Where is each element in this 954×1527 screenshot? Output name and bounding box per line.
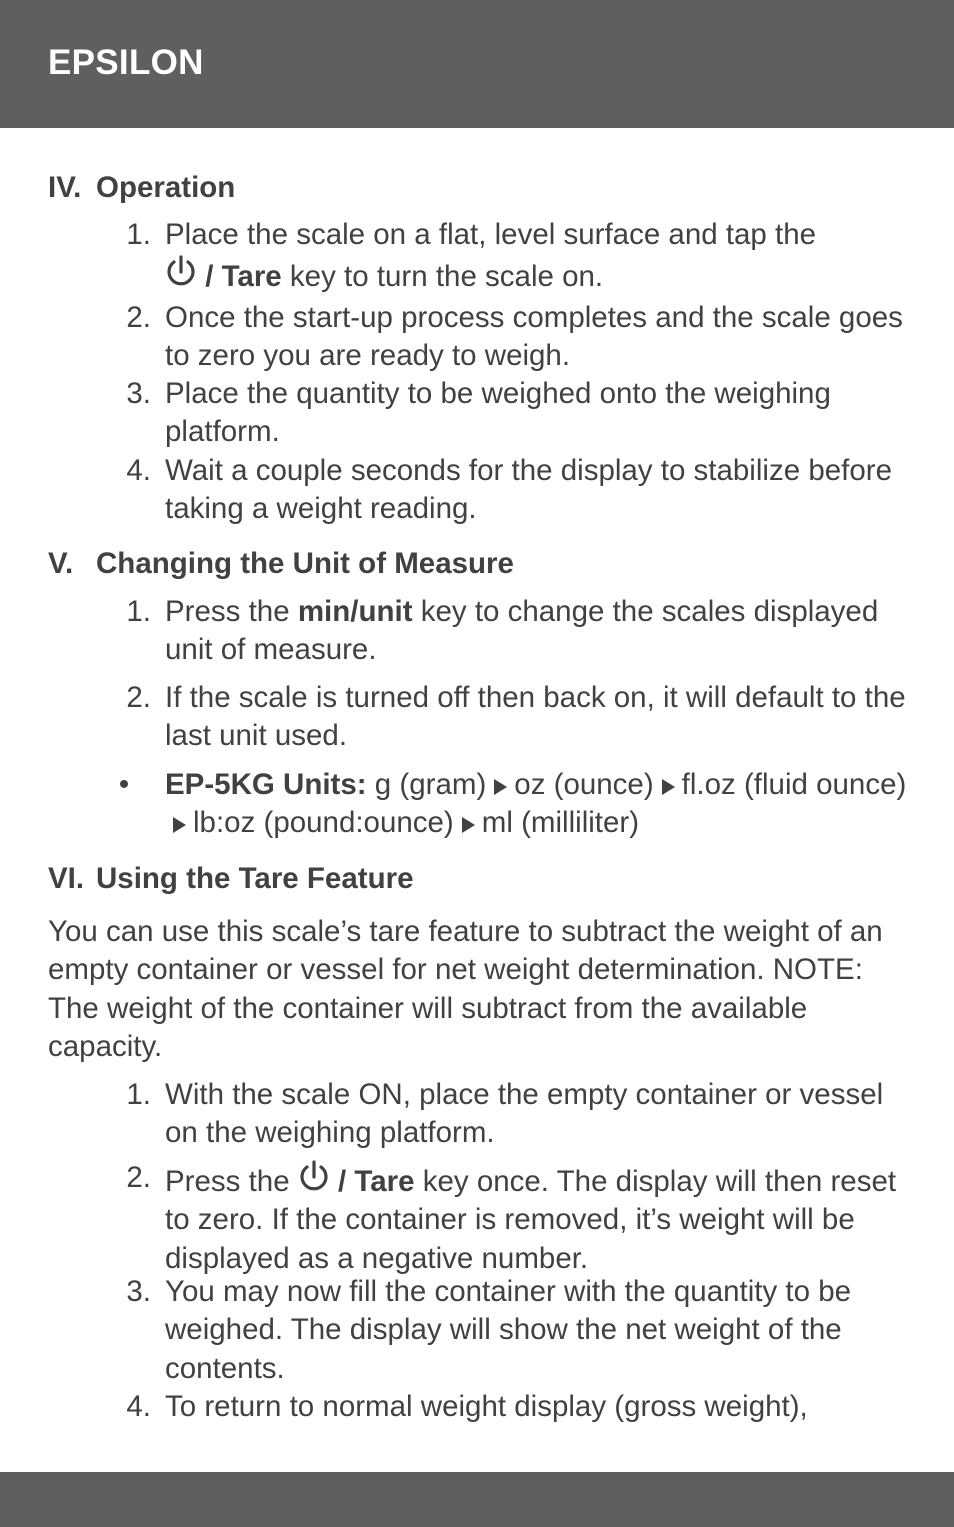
- item-number: 1.: [126, 1078, 151, 1111]
- triangle-right-icon: [462, 817, 475, 833]
- triangle-right-icon: [494, 779, 507, 795]
- power-icon: [298, 1159, 330, 1193]
- item-text: Press the: [165, 595, 298, 628]
- item-number: 4.: [126, 454, 151, 487]
- item-number: 2.: [126, 301, 151, 334]
- section-number: IV.: [48, 171, 82, 204]
- item-text: With the scale ON, place the empty container or vessel on the weighing platform.: [165, 1078, 884, 1150]
- item-number: 3.: [126, 377, 151, 410]
- key-label: / Tare: [338, 1165, 415, 1198]
- unit-milliliter: ml (milliliter): [481, 806, 640, 840]
- item-text: If the scale is turned off then back on, it will default to the last unit used.: [165, 681, 906, 753]
- bullet-mark: •: [118, 768, 130, 801]
- item-number: 2.: [126, 1161, 151, 1194]
- section-heading-tare: [48, 862, 413, 896]
- section-heading-unit: [48, 547, 514, 581]
- power-icon: [165, 254, 197, 288]
- item-text: key to turn the scale on.: [281, 260, 604, 294]
- item-text: To return to normal weight display (gross weight),: [165, 1390, 808, 1423]
- section-title: Changing the Unit of Measure: [96, 547, 514, 580]
- item-text: key to change the scales displayed unit of measure.: [165, 595, 879, 667]
- key-label: min/unit: [297, 595, 413, 628]
- item-number: 3.: [126, 1275, 151, 1308]
- section-title: Using the Tare Feature: [96, 862, 414, 895]
- item-text: Place the quantity to be weighed onto the weighing platform.: [165, 377, 831, 449]
- units-label: EP-5KG Units:: [165, 768, 367, 801]
- unit-gram: g (gram): [366, 768, 487, 801]
- item-text: Place the scale on a flat, level surface and tap the: [165, 218, 817, 251]
- item-text: key once. The display will then reset to zero. If the container is removed, it’s weight will be displayed as a negative number.: [165, 1165, 897, 1275]
- item-text: You may now fill the container with the quantity to be weighed. The display will show the net weight of the contents.: [165, 1275, 852, 1385]
- section-number: VI.: [48, 862, 85, 895]
- brand-title: EPSILON: [48, 43, 204, 82]
- header-band: [0, 0, 954, 128]
- triangle-right-icon: [662, 779, 675, 795]
- section-title: Operation: [96, 171, 236, 204]
- unit-pound-ounce: lb:oz (pound:ounce): [193, 806, 454, 840]
- item-text: Once the start-up process completes and the scale goes to zero you are ready to weigh.: [165, 301, 903, 373]
- section-number: V.: [48, 547, 74, 580]
- triangle-right-icon: [173, 817, 186, 833]
- section-heading-operation: [48, 171, 235, 205]
- item-text: Press the: [165, 1165, 298, 1198]
- unit-fluid-ounce: fl.oz (fluid ounce): [681, 768, 907, 801]
- item-number: 2.: [126, 681, 151, 714]
- item-number: 1.: [126, 218, 151, 251]
- item-text: Wait a couple seconds for the display to stabilize before taking a weight reading.: [165, 454, 892, 526]
- key-label: / Tare: [205, 260, 282, 294]
- item-number: 1.: [126, 595, 151, 628]
- item-number: 4.: [126, 1390, 151, 1423]
- footer-band: [0, 1472, 954, 1527]
- tare-intro-paragraph: You can use this scale’s tare feature to subtract the weight of an empty container or vessel for net weight determination. NOTE: The weight of the container will subtract from the available capacity.: [48, 915, 883, 1063]
- unit-ounce: oz (ounce): [514, 768, 654, 801]
